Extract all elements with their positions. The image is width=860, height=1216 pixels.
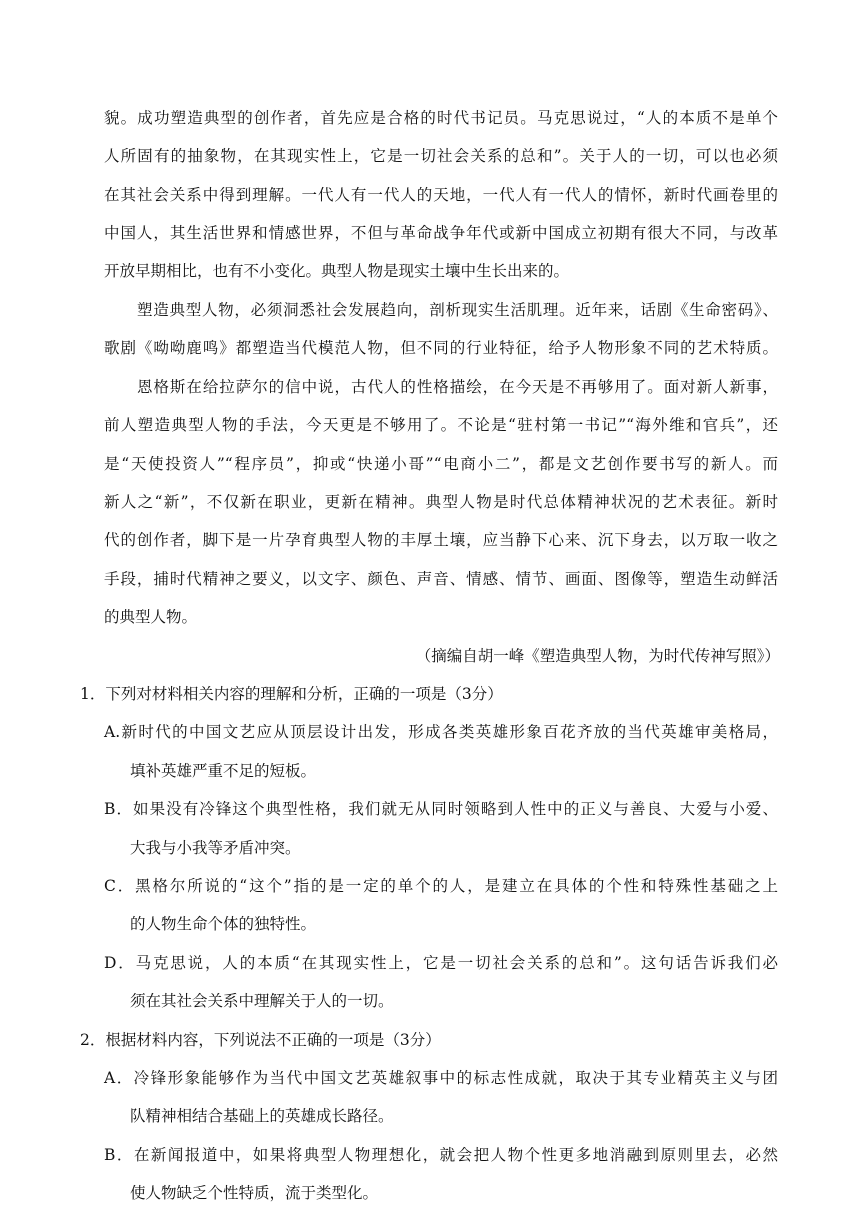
- option-a-line: 填补英雄严重不足的短板。: [130, 762, 317, 780]
- option-a-line: 队精神相结合基础上的英雄成长路径。: [130, 1107, 394, 1125]
- article-source: （摘编自胡一峰《塑造典型人物，为时代传神写照》）: [415, 647, 780, 665]
- article-line: 人所固有的抽象物，在其现实性上，它是一切社会关系的总和”。关于人的一切，可以也必须: [104, 147, 778, 165]
- article-line: 开放早期相比，也有不小变化。典型人物是现实土壤中生长出来的。: [104, 262, 570, 280]
- option-a-line: A.新时代的中国文艺应从顶层设计出发，形成各类英雄形象百花齐放的当代英雄审美格局，: [104, 723, 778, 741]
- option-d-line: 须在其社会关系中理解关于人的一切。: [130, 992, 394, 1010]
- option-b-line: 使人物缺乏个性特质，流于类型化。: [130, 1184, 379, 1202]
- question-stem: 2．根据材料内容，下列说法不正确的一项是（3分）: [80, 1031, 441, 1049]
- article-line: 的典型人物。: [104, 608, 198, 626]
- article-line: 恩格斯在给拉萨尔的信中说，古代人的性格描绘，在今天是不再够用了。面对新人新事，: [137, 378, 778, 396]
- option-b-line: B．如果没有冷锋这个典型性格，我们就无从同时领略到人性中的正义与善良、大爱与小爱、: [104, 800, 778, 818]
- article-line: 塑造典型人物，必须洞悉社会发展趋向，剖析现实生活肌理。近年来，话剧《生命密码》、: [137, 301, 778, 319]
- option-a-line: A．冷锋形象能够作为当代中国文艺英雄叙事中的标志性成就，取决于其专业精英主义与团: [104, 1069, 778, 1087]
- article-line: 貌。成功塑造典型的创作者，首先应是合格的时代书记员。马克思说过，“人的本质不是单个: [104, 109, 778, 127]
- article-line: 歌剧《呦呦鹿鸣》都塑造当代模范人物，但不同的行业特征，给予人物形象不同的艺术特质。: [104, 339, 778, 357]
- option-c-line: C．黑格尔所说的“这个”指的是一定的单个的人，是建立在具体的个性和特殊性基础之上: [104, 877, 778, 895]
- article-line: 新人之“新”，不仅新在职业，更新在精神。典型人物是时代总体精神状况的艺术表征。新时: [104, 493, 778, 511]
- article-line: 代的创作者，脚下是一片孕育典型人物的丰厚土壤，应当静下心来、沉下身去，以万取一收之: [104, 531, 778, 549]
- article-line: 前人塑造典型人物的手法，今天更是不够用了。不论是“驻村第一书记”“海外维和官兵”，还: [104, 416, 778, 434]
- article-line: 中国人，其生活世界和情感世界，不但与革命战争年代或新中国成立初期有很大不同，与改革: [104, 224, 778, 242]
- article-line: 手段，捕时代精神之要义，以文字、颜色、声音、情感、情节、画面、图像等，塑造生动鲜活: [104, 570, 778, 588]
- option-b-line: B．在新闻报道中，如果将典型人物理想化，就会把人物个性更多地消融到原则里去，必然: [104, 1146, 778, 1164]
- article-line: 是“天使投资人”“程序员”，抑或“快递小哥”“电商小二”，都是文艺创作要书写的新人。而: [104, 455, 778, 473]
- option-d-line: D．马克思说，人的本质“在其现实性上，它是一切社会关系的总和”。这句话告诉我们必: [104, 954, 778, 972]
- option-b-line: 大我与小我等矛盾冲突。: [130, 839, 301, 857]
- question-stem: 1．下列对材料相关内容的理解和分析，正确的一项是（3分）: [80, 685, 503, 703]
- option-c-line: 的人物生命个体的独特性。: [130, 915, 317, 933]
- article-line: 在其社会关系中得到理解。一代人有一代人的天地，一代人有一代人的情怀，新时代画卷里的: [104, 186, 778, 204]
